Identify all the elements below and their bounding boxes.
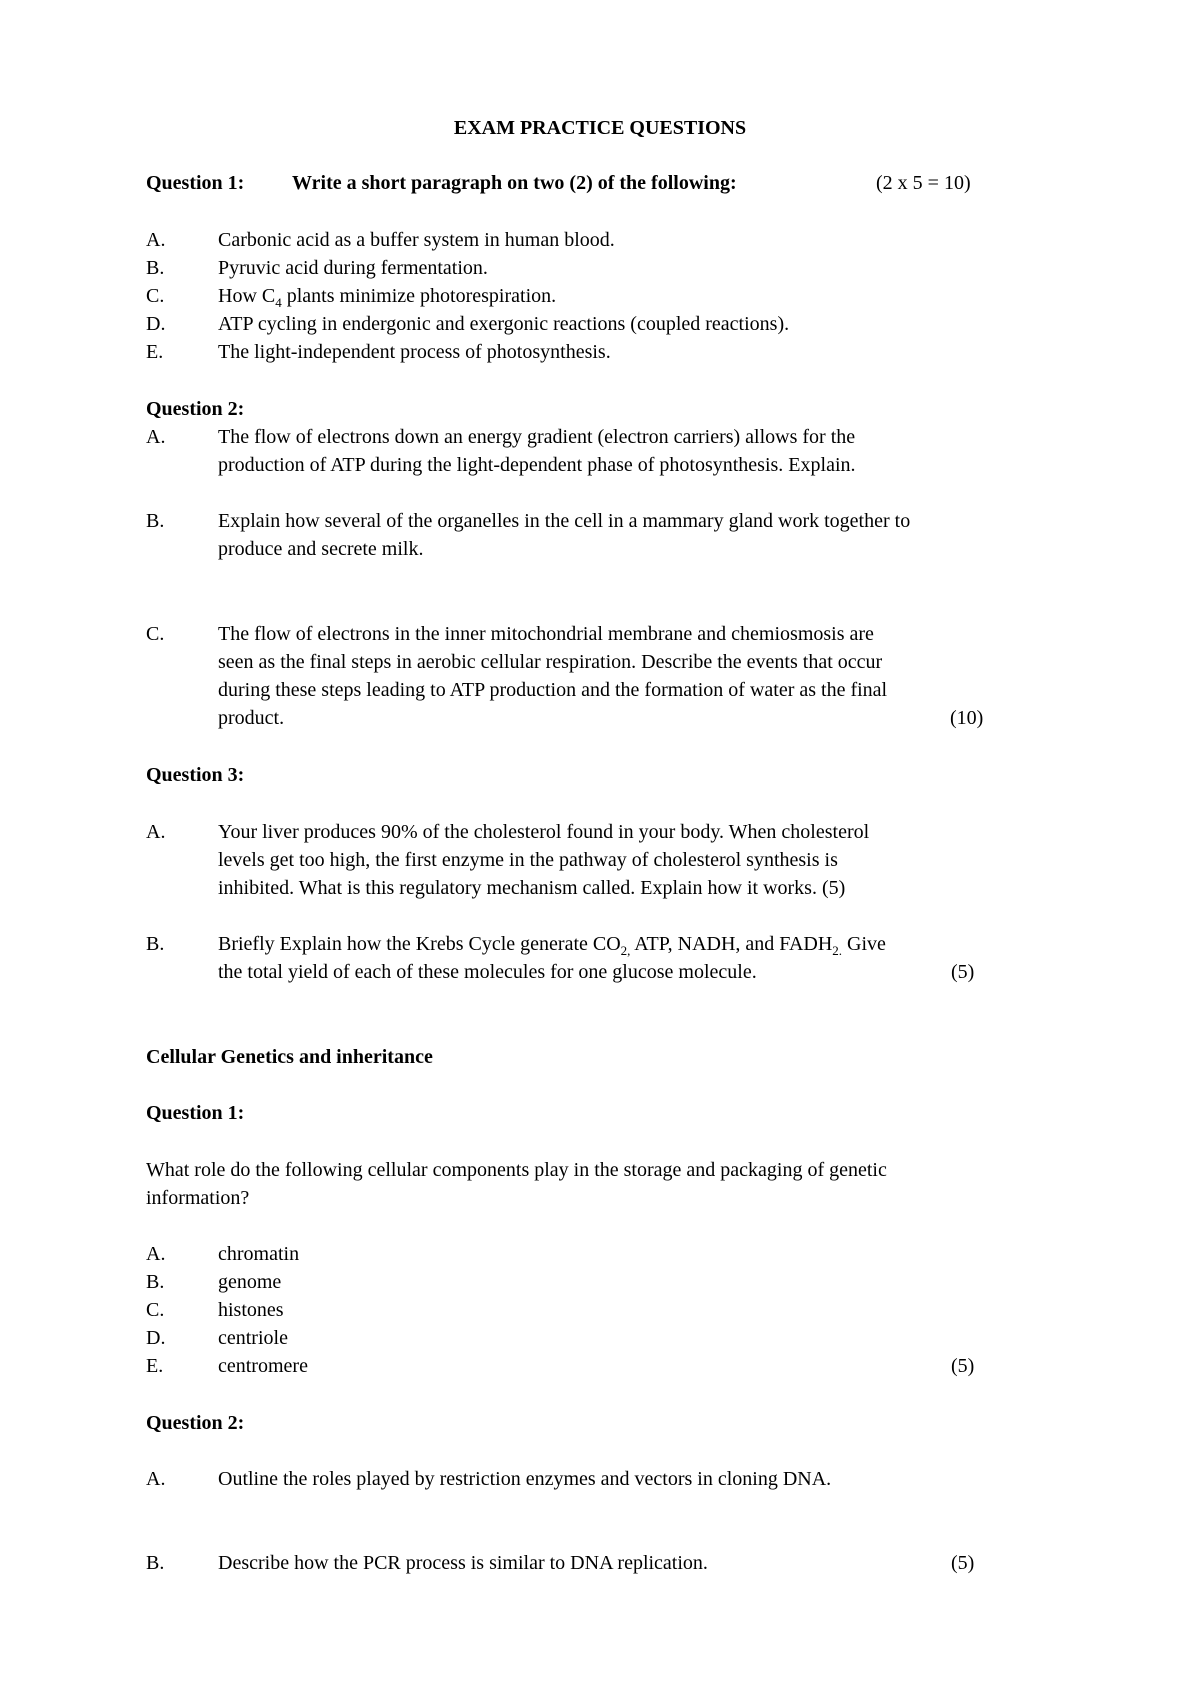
list-item-letter: A. [146, 1243, 166, 1265]
q2c-line: during these steps leading to ATP production and the formation of water as the final [218, 679, 888, 701]
genetics-q2a-letter: A. [146, 1468, 166, 1490]
q2b-line: Explain how several of the organelles in the cell in a mammary gland work together to [218, 510, 911, 532]
list-item-text: centromere [218, 1355, 308, 1377]
genetics-q2a-text: Outline the roles played by restriction enzymes and vectors in cloning DNA. [218, 1468, 832, 1490]
list-item-letter: C. [146, 285, 165, 307]
list-item-text: ATP cycling in endergonic and exergonic reactions (coupled reactions). [218, 313, 790, 335]
q3a-letter: A. [146, 821, 166, 843]
q2b-line: produce and secrete milk. [218, 538, 424, 560]
list-item-letter: D. [146, 1327, 166, 1349]
q1-label: Question 1: [146, 172, 245, 194]
q3a-line: Your liver produces 90% of the cholesterol found in your body. When cholesterol [218, 821, 870, 843]
list-item-text: chromatin [218, 1243, 300, 1265]
list-item-letter: C. [146, 1299, 165, 1321]
q2c-marks: (10) [950, 707, 984, 729]
list-item-text: Pyruvic acid during fermentation. [218, 257, 488, 279]
q3b-letter: B. [146, 933, 165, 955]
list-item-text: How $C_4$ plants minimize photorespiration. [218, 285, 557, 310]
q2a-letter: A. [146, 426, 166, 448]
genetics-q1-line: What role do the following cellular components play in the storage and packaging of genetic [146, 1159, 887, 1181]
q2-label: Question 2: [146, 398, 245, 420]
list-item-text: The light-independent process of photosynthesis. [218, 341, 611, 363]
genetics-q2-label: Question 2: [146, 1412, 245, 1434]
genetics-q1-label: Question 1: [146, 1102, 245, 1124]
q3b-marks: (5) [951, 961, 975, 983]
genetics-q2b-letter: B. [146, 1552, 165, 1574]
q3a-line: inhibited. What is this regulatory mechanism called. Explain how it works. (5) [218, 877, 846, 899]
list-item-text: genome [218, 1271, 282, 1293]
q3-label: Question 3: [146, 764, 245, 786]
genetics-q1-marks: (5) [951, 1355, 975, 1377]
list-item-letter: A. [146, 229, 166, 251]
list-item-letter: B. [146, 257, 165, 279]
list-item-letter: E. [146, 1355, 164, 1377]
q2c-line: product. [218, 707, 285, 729]
q1-marks: (2 x 5 = 10) [876, 172, 971, 194]
q3a-line: levels get too high, the first enzyme in the pathway of cholesterol synthesis is [218, 849, 838, 871]
page-title: EXAM PRACTICE QUESTIONS [453, 117, 747, 139]
q2a-line: The flow of electrons down an energy gradient (electron carriers) allows for the [218, 426, 856, 448]
q2c-line: seen as the final steps in aerobic cellular respiration. Describe the events that occur [218, 651, 883, 673]
genetics-q2b-text: Describe how the PCR process is similar to DNA replication. [218, 1552, 708, 1574]
genetics-q1-line: information? [146, 1187, 250, 1209]
section-heading: Cellular Genetics and inheritance [146, 1046, 433, 1068]
q2c-line: The flow of electrons in the inner mitochondrial membrane and chemiosmosis are [218, 623, 874, 645]
q2a-line: production of ATP during the light-dependent phase of photosynthesis. Explain. [218, 454, 856, 476]
q2c-letter: C. [146, 623, 165, 645]
list-item-letter: D. [146, 313, 166, 335]
q2b-letter: B. [146, 510, 165, 532]
q3b-line: Briefly Explain how the Krebs Cycle generate $CO_{2,}$ ATP, NADH, and $FADH_{2.}$ Give [218, 933, 886, 958]
list-item-text: centriole [218, 1327, 288, 1349]
list-item-text: Carbonic acid as a buffer system in human blood. [218, 229, 615, 251]
q1-prompt: Write a short paragraph on two (2) of the following: [292, 172, 737, 194]
list-item-letter: E. [146, 341, 164, 363]
list-item-letter: B. [146, 1271, 165, 1293]
q3b-line: the total yield of each of these molecules for one glucose molecule. [218, 961, 757, 983]
list-item-text: histones [218, 1299, 284, 1321]
genetics-q2b-marks: (5) [951, 1552, 975, 1574]
